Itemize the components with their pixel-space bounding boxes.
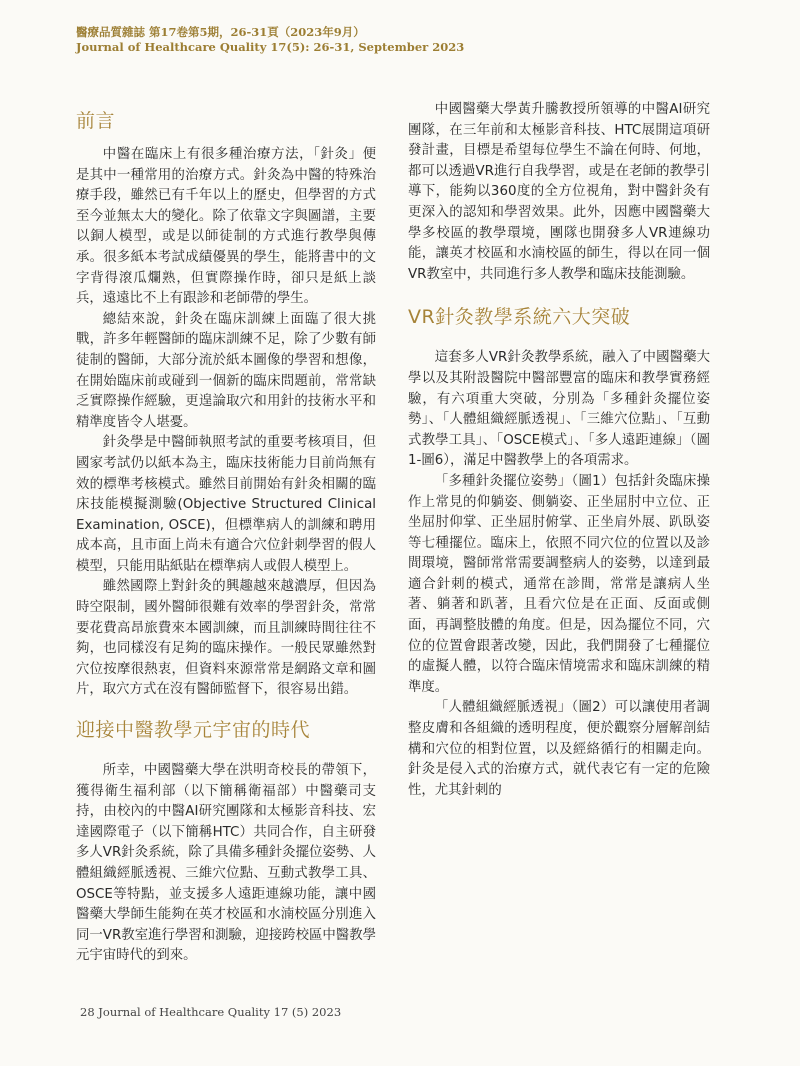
section-title-preface: 前言	[76, 110, 116, 132]
section-title-metaverse: 迎接中醫教學元宇宙的時代	[76, 719, 311, 742]
page-footer: 28 Journal of Healthcare Quality 17 (5) 2023	[80, 1005, 342, 1019]
paragraph: 中醫在臨床上有很多種治療方法，「針灸」便是其中一種常用的治療方式。針灸為中醫的特殊治療手段，雖然已有千年以上的歷史，但學習的方式至今並無太大的變化。除了依靠文字與圖譜，主要以銅人模型，或是以師徒制的方式進行教學與傳承。很多紙本考試成績優異的學生，能將書中的文字背得滾瓜爛熟，但實際操作時，卻只是紙上談兵，遠遠比不上有跟診和老師帶的學生。	[76, 147, 376, 307]
paragraph: 「人體組織經脈透視」（圖2）可以讓使用者調整皮膚和各組織的透明程度，便於觀察分層解剖結構和穴位的相對位置，以及經絡循行的相關走向。針灸是侵入式的治療方式，就代表它有一定的危險性，尤其針刺的	[408, 700, 710, 798]
section-title-breakthroughs: VR針灸教學系統六大突破	[408, 306, 631, 329]
journal-citation-zh: 醫療品質雜誌 第17卷第5期，26-31頁（2023年9月）	[76, 25, 365, 39]
paragraph: 所幸，中國醫藥大學在洪明奇校長的帶領下，獲得衛生福利部（以下簡稱衛福部）中醫藥司支持，由校內的中醫AI研究團隊和太極影音科技、宏達國際電子（以下簡稱HTC）共同合作，自主研發多人VR針灸系統，除了具備多種針灸擺位姿勢、人體組織經脈透視、三維穴位點、互動式教學工具、OSCE等特點，並支援多人遠距連線功能，讓中國醫藥大學師生能夠在英才校區和水湳校區分別進入同一VR教室進行學習和測驗，迎接跨校區中醫教學元宇宙時代的到來。	[76, 763, 376, 964]
paragraph: 這套多人VR針灸教學系統，融入了中國醫藥大學以及其附設醫院中醫部豐富的臨床和教學實務經驗，有六項重大突破，分別為「多種針灸擺位姿勢」、「人體組織經脈透視」、「三維穴位點」、「互動式教學工具」、「OSCE模式」、「多人遠距連線」（圖1-圖6），滿足中醫教學上的各項需求。	[408, 350, 710, 469]
paragraph: 針灸學是中醫師執照考試的重要考核項目，但國家考試仍以紙本為主，臨床技術能力目前尚無有效的標準考核模式。雖然目前開始有針灸相關的臨床技能模擬測驗(Objective Structured Clinical Examination, OSCE)，但標準病人的訓練和聘用成本高，且市面上尚未有適合穴位針刺學習的假人模型，只能用貼紙貼在標準病人或假人模型上。	[76, 435, 376, 574]
paragraph: 總結來說，針灸在臨床訓練上面臨了很大挑戰，許多年輕醫師的臨床訓練不足，除了少數有師徒制的醫師，大部分流於紙本圖像的學習和想像，在開始臨床前或碰到一個新的臨床問題前，常常缺乏實際操作經驗，更遑論取穴和用針的技術水平和精準度皆令人堪憂。	[76, 311, 376, 430]
right-column	[408, 100, 710, 801]
left-column	[76, 100, 376, 967]
journal-citation-en: Journal of Healthcare Quality 17(5): 26-31, September 2023	[76, 40, 465, 54]
paragraph: 中國醫藥大學黃升騰教授所領導的中醫AI研究團隊，在三年前和太極影音科技、HTC展開這項研發計畫，目標是希望每位學生不論在何時、何地，都可以透過VR進行自我學習，或是在老師的教學引導下，能夠以360度的全方位視角，對中醫針灸有更深入的認知和學習效果。此外，因應中國醫藥大學多校區的教學環境，團隊也開發多人VR連線功能，讓英才校區和水湳校區的師生，得以在同一個VR教室中，共同進行多人教學和臨床技能測驗。	[408, 102, 710, 282]
journal-header	[76, 25, 736, 55]
paragraph: 「多種針灸擺位姿勢」（圖1）包括針灸臨床操作上常見的仰躺姿、側躺姿、正坐屈肘中立位、正坐屈肘仰掌、正坐屈肘俯掌、正坐肩外展、趴臥姿等七種擺位。臨床上，依照不同穴位的位置以及診間環境，醫師常常需要調整病人的姿勢，以達到最適合針刺的模式，通常在診間，常常是讓病人坐著、躺著和趴著，且看穴位是在正面、反面或側面，再調整肢體的角度。但是，因為擺位不同，穴位的位置會跟著改變，因此，我們開發了七種擺位的虛擬人體，以符合臨床情境需求和臨床訓練的精準度。	[408, 473, 710, 695]
paragraph: 雖然國際上對針灸的興趣越來越濃厚，但因為時空限制，國外醫師很難有效率的學習針灸，常常要花費高昂旅費來本國訓練，而且訓練時間往往不夠，也同樣沒有足夠的臨床操作。一般民眾雖然對穴位按摩很熱衷，但資料來源常常是網路文章和圖片，取穴方式在沒有醫師監督下，很容易出錯。	[76, 579, 376, 698]
